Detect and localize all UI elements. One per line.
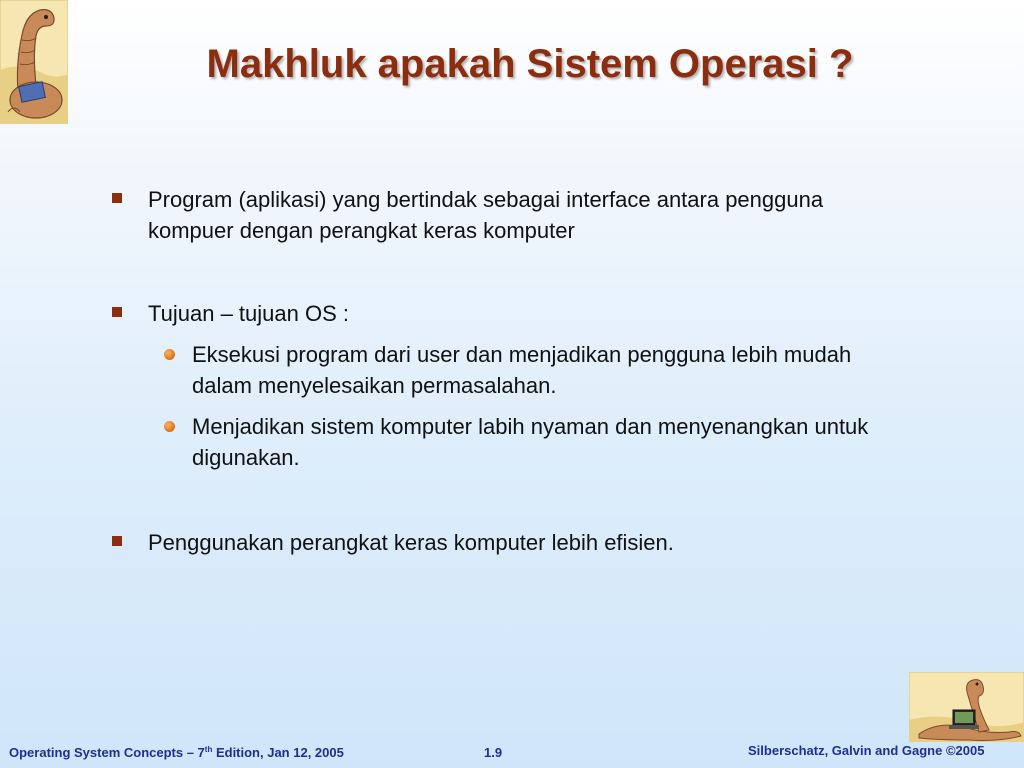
slide-title: Makhluk apakah Sistem Operasi ?: [206, 42, 854, 86]
sub-bullet-item: [108, 339, 908, 401]
sub-bullet-text: Menjadikan sistem komputer labih nyaman dan menyenangkan untuk digunakan.: [192, 414, 869, 470]
bullet-item: [108, 184, 908, 246]
bullet-text: Tujuan – tujuan OS :: [148, 301, 349, 326]
footer-book-info: [9, 745, 344, 760]
round-bullet-icon: [164, 421, 175, 432]
bullet-text: Program (aplikasi) yang bertindak sebagai interface antara pengguna kompuer dengan perangkat keras komputer: [148, 187, 824, 243]
footer-authors: Silberschatz, Galvin and Gagne ©2005: [748, 743, 985, 758]
square-bullet-icon: [112, 193, 122, 203]
bullet-item: [108, 298, 908, 329]
dinosaur-laptop-logo-icon: [909, 672, 1024, 742]
round-bullet-icon: [164, 349, 175, 360]
bullet-text: Penggunakan perangkat keras komputer lebih efisien.: [148, 530, 674, 555]
bullet-list: [108, 184, 908, 558]
footer-book-text: Operating System Concepts – 7: [9, 745, 205, 760]
square-bullet-icon: [112, 307, 122, 317]
square-bullet-icon: [112, 536, 122, 546]
page-number: 1.9: [484, 745, 503, 760]
sub-bullet-text: Eksekusi program dari user dan menjadikan pengguna lebih mudah dalam menyelesaikan permasalahan.: [192, 342, 852, 398]
sub-bullet-item: [108, 411, 908, 473]
bullet-item: [108, 527, 908, 558]
footer-edition-date: Edition, Jan 12, 2005: [212, 745, 344, 760]
footer-edition-superscript: th: [204, 745, 213, 754]
